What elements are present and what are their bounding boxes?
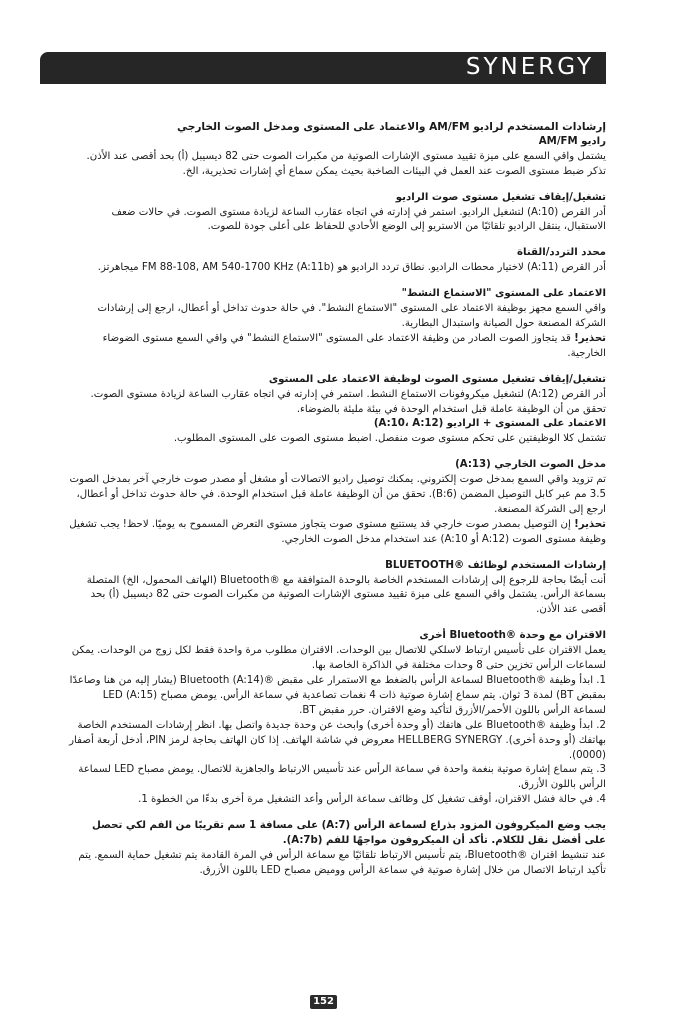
page-number: 152 bbox=[310, 995, 337, 1009]
radio-paragraph: يشتمل واقي السمع على ميزة تقييد مستوى الإشارات الصوتية من مكبرات الصوت حتى 82 ديسيبل (أ) بحد أقصى عند الأذن. تذكر ضبط مستوى الصوت عند العمل في البيئات الصاخبة بحيث يمكن سماع أي إشارات تحذيرية، الخ. bbox=[86, 150, 606, 177]
warning-text: قد يتجاوز الصوت الصادر من وظيفة الاعتماد على المستوى "الاستماع النشط" في واقي السمع مستوى الضوضاء الخارجية. bbox=[102, 332, 606, 359]
ext-warning-label: تحذير! bbox=[574, 518, 606, 530]
warning-label: تحذير! bbox=[574, 332, 606, 344]
radio-heading: راديو AM/FM bbox=[538, 135, 606, 147]
pairing-heading: الاقتران مع وحدة ®Bluetooth أخرى bbox=[419, 630, 606, 642]
microphone-paragraph: عند تنشيط اقتران ®Bluetooth، يتم تأسيس الارتباط تلقائيًا مع سماعة الرأس في المرة القادمة يتم تشغيل حماية السمع. يتم تأكيد ارتباط الاتصال من خلال إشارة صوتية في سماعة الرأس ووميض مصباح LED باللون الأزرق. bbox=[78, 849, 606, 876]
external-input-heading: مدخل الصوت الخارجي (A:13) bbox=[455, 459, 606, 471]
level-paragraph: أدر القرص (A:12) لتشغيل ميكروفونات الاستماع النشط. استمر في إدارته في اتجاه عقارب الساعة لزيادة مستوى الصوت. تحقق من أن الوظيفة عاملة قبل استخدام الوحدة في بيئة مليئة بالضوضاء. bbox=[90, 388, 606, 415]
pairing-step: 3. يتم سماع إشارة صوتية بنغمة واحدة في سماعة الرأس عند تأسيس الارتباط والجاهزية للاتصال. يومض مصباح LED لسماعة الرأس باللون الأزرق. bbox=[78, 764, 606, 791]
level-heading: تشغيل/إيقاف تشغيل مستوى الصوت لوظيفة الاعتماد على المستوى bbox=[268, 373, 606, 385]
brand-header-bar bbox=[40, 52, 606, 84]
bluetooth-heading: إرشادات المستخدم لوظائف ®BLUETOOTH bbox=[385, 559, 606, 571]
ext-warning-text: إن التوصيل بمصدر صوت خارجي قد يستتبع مستوى صوت يتجاوز مستوى التعرض المسموح به يوميًا. لاحظ! يجب تشغيل وظيفة مستوى الصوت (A:12 أو A:10) عند استخدام مدخل الصوت الخارجي. bbox=[69, 518, 606, 545]
active-listening-heading: الاعتماد على المستوى "الاستماع النشط" bbox=[401, 288, 606, 300]
power-paragraph: أدر القرص (A:10) لتشغيل الراديو. استمر في إدارته في اتجاه عقارب الساعة لزيادة مستوى الصوت. في حالات ضعف الاستقبال، ينتقل الراديو تلقائيًا من الاستريو إلى الوضع الأحادي للحفاظ على أعلى جودة للصوت. bbox=[111, 206, 606, 233]
tuner-paragraph: أدر القرص (A:11) لاختيار محطات الراديو. نطاق تردد الراديو هو (A:11b) FM 88-108, AM 540-1700 KHz ميجاهرتز. bbox=[97, 262, 606, 274]
page-title: إرشادات المستخدم لراديو AM/FM والاعتماد على المستوى ومدخل الصوت الخارجي bbox=[176, 121, 606, 133]
tuner-heading: محدد التردد/القناة bbox=[517, 247, 606, 259]
combo-paragraph: تشتمل كلا الوظيفتين على تحكم مستوى صوت منفصل. اضبط مستوى الصوت على المستوى المطلوب. bbox=[173, 433, 606, 445]
pairing-step: 4. في حالة فشل الاقتران، أوقف تشغيل كل وظائف سماعة الرأس وأعد التشغيل مرة أخرى بدءًا من الخطوة 1. bbox=[138, 794, 606, 806]
external-warning bbox=[68, 518, 606, 548]
pairing-paragraph: يعمل الاقتران على تأسيس ارتباط لاسلكي للاتصال بين الوحدات. الاقتران مطلوب مرة واحدة فقط لكل زوج من الوحدات. يمكن لسماعات الرأس تخزين حتى 8 وحدات مختلفة في الذاكرة الخاصة بها. bbox=[71, 645, 606, 672]
brand-logo-text: SYNERGY bbox=[465, 54, 594, 80]
bluetooth-paragraph: أنت أيضًا بحاجة للرجوع إلى إرشادات المستخدم الخاصة بالوحدة المتوافقة مع ®Bluetooth (الهاتف المحمول، الخ) المتصلة بسماعة الرأس. يشتمل واقي السمع على ميزة تقييد مستوى الإشارات الصوتية من مكبرات الصوت حتى 82 ديسيبل (أ) بحد أقصى عند الأذن. bbox=[86, 574, 606, 616]
manual-content bbox=[68, 120, 606, 879]
pairing-step: 2. ابدأ وظيفة ®Bluetooth على هاتفك (أو وحدة أخرى) وابحث عن وحدة جديدة واتصل بها. انظر إرشادات المستخدم الخاصة بهاتفك (أو وحدة أخرى). HELLBERG SYNERGY معروض في شاشة الهاتف. إذا كان الهاتف بحاجة لرمز PIN، أدخل أربعة أصفار (0000). bbox=[69, 719, 606, 761]
microphone-heading: يجب وضع الميكروفون المزود بذراع لسماعة الرأس (A:7) على مسافة 1 سم تقريبًا من الفم لكي تحصل على أفضل نقل للكلام. تأكد أن الميكروفون مواجهًا للفم (A:7b). bbox=[92, 820, 606, 847]
pairing-steps bbox=[68, 674, 606, 808]
external-input-paragraph: تم تزويد واقي السمع بمدخل صوت إلكتروني. يمكنك توصيل راديو الاتصالات أو مشغل أو مصدر صوت خارجي آخر بمدخل الصوت 3.5 مم عبر كابل التوصيل المضمن (B:6). تحقق من أن الوظيفة عاملة قبل استخدام الوحدة. في حالة حدوث تداخل أو أعطال، ارجع إلى الشركة المصنعة. bbox=[69, 474, 606, 515]
pairing-step: 1. ابدأ وظيفة ®Bluetooth لسماعة الرأس بالضغط مع الاستمرار على مقبض ®Bluetooth (A:14) (يشار إليه من هنا وصاعدًا بمقبض BT) لمدة 3 ثوان. يتم سماع إشارة صوتية ذات 4 نغمات تصاعدية في سماعة الرأس. يومض مصباح LED (A:15) لسماعة الرأس باللون الأحمر/الأزرق لتأكيد وضع الاقتران. حرر مقبض BT. bbox=[69, 675, 606, 716]
active-warning bbox=[68, 332, 606, 362]
combo-heading: الاعتماد على المستوى + الراديو (A:10، A:12) bbox=[373, 418, 606, 430]
active-listening-paragraph: واقي السمع مجهز بوظيفة الاعتماد على المستوى "الاستماع النشط". في حالة حدوث تداخل أو أعطال، ارجع إلى إرشادات الشركة المصنعة حول الصيانة واستبدال البطارية. bbox=[97, 303, 606, 329]
power-heading: تشغيل/إيقاف تشغيل مستوى صوت الراديو bbox=[395, 191, 606, 203]
